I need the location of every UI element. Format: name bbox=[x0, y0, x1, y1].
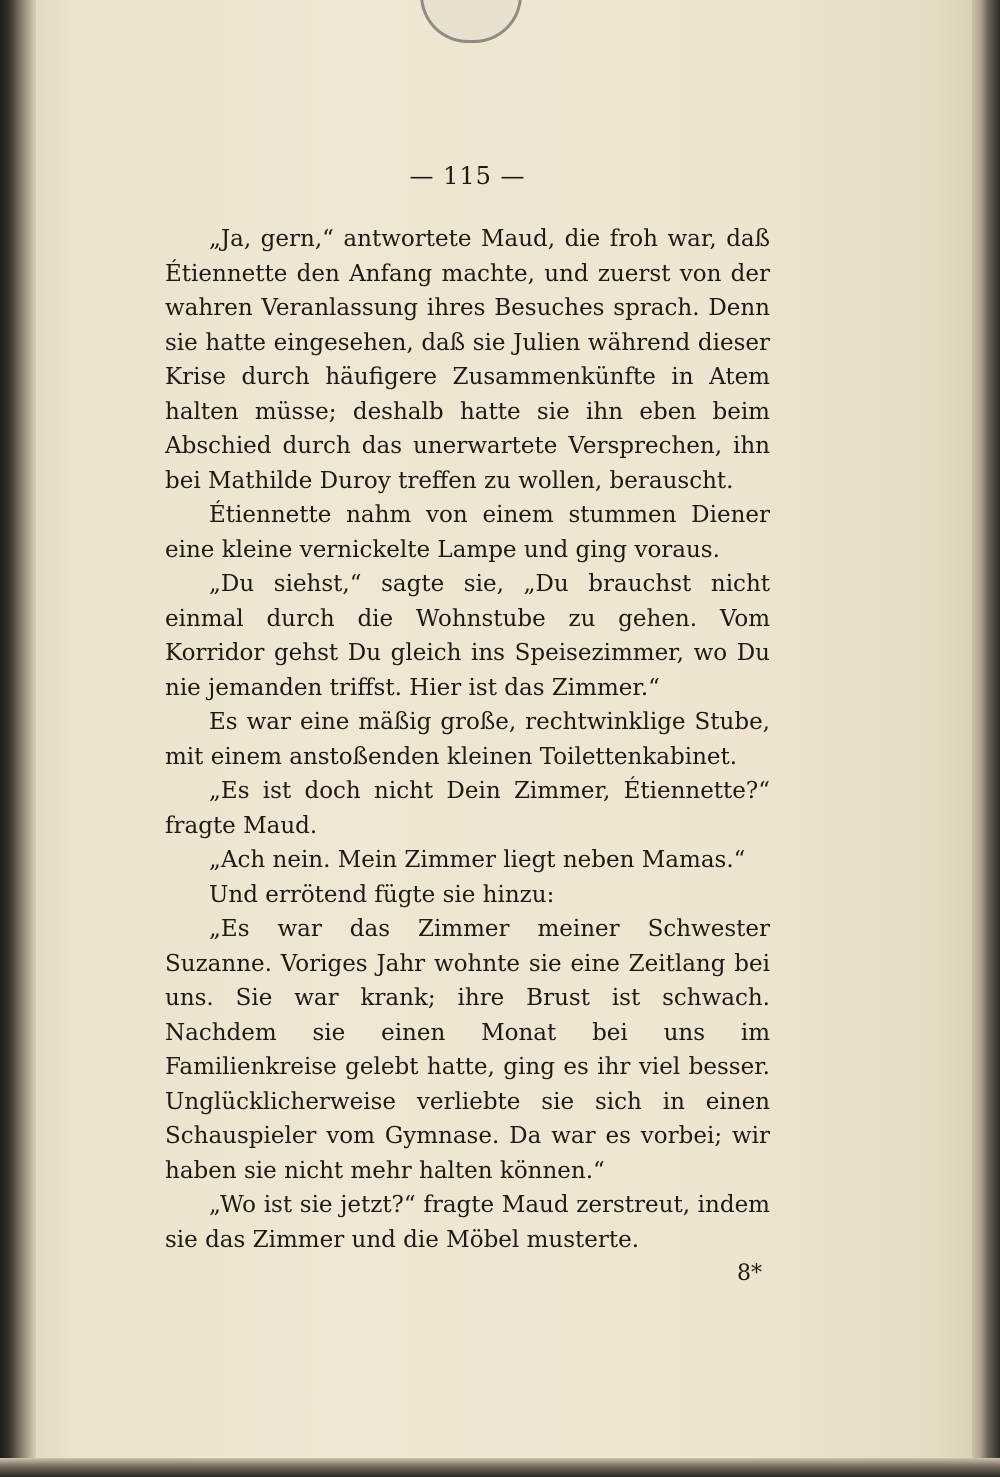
page-number: — 115 — bbox=[409, 162, 526, 190]
page-edge-right bbox=[972, 0, 1000, 1477]
paragraph: „Es ist doch nicht Dein Zimmer, Étiennette?“ fragte Maud. bbox=[165, 778, 770, 839]
paragraph: Étiennette nahm von einem stummen Diener eine kleine vernickelte Lampe und ging voraus. bbox=[165, 502, 770, 563]
page-text-block bbox=[165, 160, 770, 1291]
paragraph: „Ach nein. Mein Zimmer liegt neben Mamas.“ bbox=[209, 847, 746, 873]
paragraph: Es war eine mäßig große, rechtwinklige Stube, mit einem anstoßenden kleinen Toilettenkabinet. bbox=[165, 709, 770, 770]
book-gutter-left bbox=[0, 0, 40, 1477]
paragraph: „Wo ist sie jetzt?“ fragte Maud zerstreut, indem sie das Zimmer und die Möbel musterte. bbox=[165, 1192, 770, 1253]
paragraph: „Ja, gern,“ antwortete Maud, die froh war, daß Étiennette den Anfang machte, und zuerst von der wahren Veranlassung ihres Besuches sprach. Denn sie hatte eingesehen, daß sie Julien während dieser Krise durch häufigere Zusammenkünfte in Atem halten müsse; deshalb hatte sie ihn eben beim Abschied durch das unerwartete Versprechen, ihn bei Mathilde Duroy treffen zu wollen, berauscht. bbox=[165, 226, 770, 494]
paragraph: „Es war das Zimmer meiner Schwester Suzanne. Voriges Jahr wohnte sie eine Zeitlang bei uns. Sie war krank; ihre Brust ist schwach. Nachdem sie einen Monat bei uns im Familienkreise gelebt hatte, ging es ihr viel besser. Unglücklicherweise verliebte sie sich in einen Schauspieler vom Gymnase. Da war es vorbei; wir haben sie nicht mehr halten können.“ bbox=[165, 916, 770, 1184]
page-edge-bottom bbox=[0, 1458, 1000, 1477]
paragraph: Und errötend fügte sie hinzu: bbox=[209, 881, 555, 908]
signature-mark: 8* bbox=[737, 1261, 762, 1286]
paragraph: „Du siehst,“ sagte sie, „Du brauchst nicht einmal durch die Wohnstube zu gehen. Vom Korridor gehst Du gleich ins Speisezimmer, wo Du nie jemanden triffst. Hier ist das Zimmer.“ bbox=[165, 571, 770, 701]
